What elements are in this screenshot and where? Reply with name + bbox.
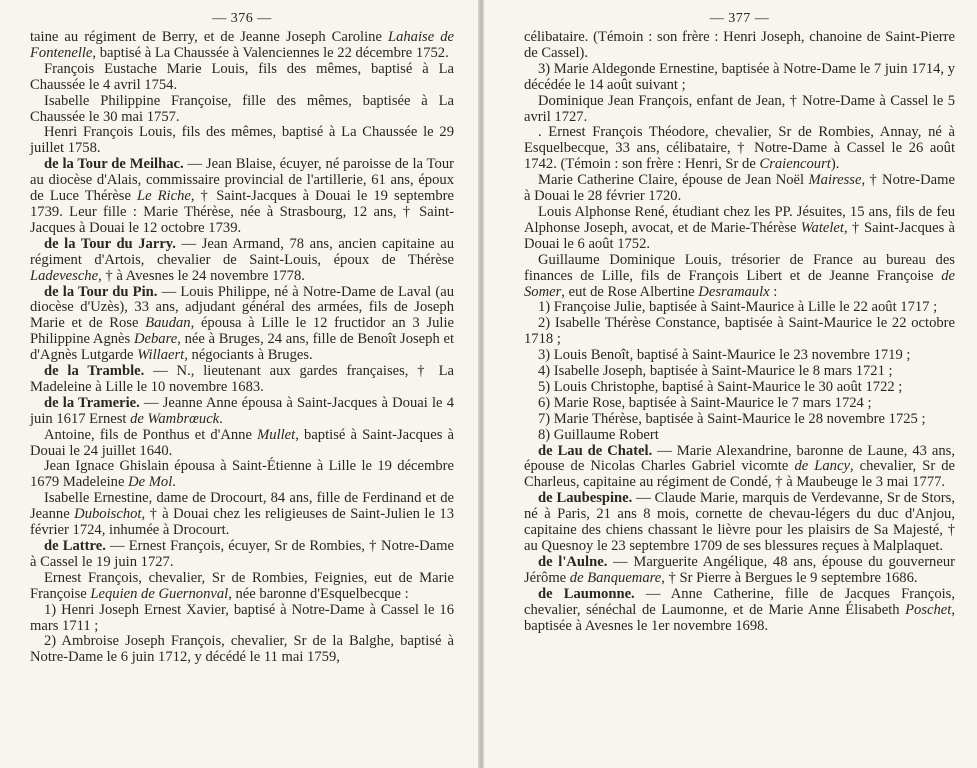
entry-heading: de Lattre.: [44, 538, 106, 554]
text-run: :: [769, 283, 778, 300]
entry-heading: de Lau de Chatel.: [538, 442, 653, 459]
right-page: [484, 0, 977, 768]
text-run: , † Notre-Dame à Douai le 28 février 1720.: [524, 172, 955, 205]
paragraph: [30, 428, 454, 460]
surname: Baudan: [145, 315, 191, 332]
text-run: , baptisé à La Chaussée à Valenciennes le 22 décembre 1752.: [92, 44, 449, 61]
surname: Lahaise de Fontenelle: [30, 29, 454, 61]
left-page-text: [30, 30, 454, 666]
surname: Mairesse: [808, 172, 862, 189]
surname: Ladevesche: [30, 267, 99, 284]
paragraph: [524, 491, 955, 555]
text-run: .: [172, 474, 176, 491]
text-run: ).: [830, 156, 840, 173]
paragraph: [524, 30, 955, 62]
text-run: .: [219, 410, 223, 427]
surname: Willaert: [137, 347, 185, 364]
text-run: Henri François Louis, fils des mêmes, baptisé à La Chaussée le 29 juillet 1758.: [30, 124, 454, 157]
paragraph: [30, 285, 454, 365]
text-run: 6) Marie Rose, baptisée à Saint-Maurice le 7 mars 1724 ;: [538, 394, 872, 411]
text-run: 7) Marie Thérèse, baptisée à Saint-Maurice le 28 novembre 1725 ;: [538, 410, 926, 427]
text-run: 3) Louis Benoît, baptisé à Saint-Maurice le 23 novembre 1719 ;: [538, 347, 911, 364]
surname: de Banquemare: [569, 569, 662, 586]
paragraph: [30, 364, 454, 396]
surname: Desramaulx: [698, 283, 770, 300]
right-page-text: [524, 30, 955, 634]
paragraph: [30, 459, 454, 491]
paragraph: [524, 205, 955, 253]
surname: de Somer: [524, 267, 955, 300]
surname: de Lancy: [794, 458, 850, 475]
text-run: Isabelle Ernestine, dame de Drocourt, 84 ans, fille de Ferdinand et de Jeanne: [30, 490, 454, 523]
text-run: Isabelle Philippine Françoise, fille des mêmes, baptisée à La Chaussée le 30 mai 1757.: [30, 92, 454, 125]
left-page-number: — 376 —: [212, 11, 272, 26]
text-run: , † à Douai chez les religieuses de Saint-Julien le 13 février 1724, inhumée à Drocourt.: [30, 506, 454, 539]
text-run: Louis Alphonse René, étudiant chez les PP. Jésuites, 15 ans, fils de feu Alphonse Joseph, avocat, et de Marie-Thérèse: [524, 203, 955, 236]
surname: Debare: [133, 331, 178, 348]
paragraph: [30, 125, 454, 157]
surname: Duboischot: [74, 506, 142, 523]
surname: Craiencourt: [759, 156, 831, 173]
paragraph: [30, 30, 454, 62]
surname: Poschet: [905, 601, 952, 618]
paragraph: [30, 571, 454, 603]
text-run: 2) Ambroise Joseph François, chevalier, Sr de la Balghe, baptisé à Notre-Dame le 6 juin 1712, y décédé le 11 mai 1759,: [30, 633, 454, 666]
paragraph: [524, 444, 955, 492]
text-run: — Anne Catherine, fille de Jacques François, chevalier, sénéchal de Laumonne, et de Marie Anne Élisabeth: [524, 585, 956, 618]
entry-heading: de la Tour de Meilhac.: [44, 156, 184, 173]
text-run: , baptisé à Saint-Jacques à Douai le 24 juillet 1640.: [30, 426, 455, 459]
text-run: 1) Françoise Julie, baptisée à Saint-Maurice à Lille le 22 août 1717 ;: [538, 299, 938, 316]
paragraph: [524, 125, 955, 173]
paragraph: [30, 491, 454, 539]
list-item: [524, 300, 955, 316]
text-run: — Marie Alexandrine, baronne de Laune, 43 ans, épouse de Nicolas Charles Gabriel vicomte: [524, 442, 955, 475]
text-run: , épousa à Lille le 12 fructidor an 3 Julie Philippine Agnès: [30, 315, 455, 348]
paragraph: [30, 539, 454, 571]
list-item: [524, 396, 955, 412]
text-run: . Ernest François Théodore, chevalier, Sr de Rombies, Annay, né à Esquelbecque, 33 ans, célibataire, † Notre-Dame à Cassel le 26 août 1742. (Témoin : son frère : Henri, Sr de: [524, 124, 955, 173]
text-run: , † Saint-Jacques à Douai le 6 août 1752.: [524, 219, 955, 252]
text-run: — Louis Philippe, né à Notre-Dame de Laval (au diocèse d'Uzès), 33 ans, adjudant général des armées, fils de Joseph Marie et de Rose: [30, 283, 454, 332]
text-run: 8) Guillaume Robert: [538, 426, 659, 443]
list-item: [30, 603, 454, 635]
text-run: — Marguerite Angélique, 48 ans, épouse du gouverneur Jérôme: [524, 553, 955, 586]
text-run: , eut de Rose Albertine: [561, 283, 699, 300]
paragraph: [30, 396, 454, 428]
surname: Watelet: [800, 219, 844, 236]
text-run: 5) Louis Christophe, baptisé à Saint-Maurice le 30 août 1722 ;: [538, 378, 903, 395]
text-run: Guillaume Dominique Louis, trésorier de France au bureau des finances de Lille, fils de François Libert et de Jeanne Françoise: [524, 251, 955, 284]
text-run: , née à Bruges, 24 ans, fille de Benoît Joseph et d'Agnès Lutgarde: [30, 331, 455, 364]
entry-heading: de Laumonne.: [538, 585, 635, 602]
text-run: 2) Isabelle Thérèse Constance, baptisée à Saint-Maurice le 22 octobre 1718 ;: [524, 315, 955, 348]
entry-heading: de la Tramerie.: [44, 394, 140, 411]
paragraph: [524, 94, 955, 126]
text-run: — Jeanne Anne épousa à Saint-Jacques à Douai le 4 juin 1617 Ernest: [30, 394, 454, 427]
surname: Lequien de Guernonval: [90, 585, 229, 602]
list-item: [30, 634, 454, 666]
text-run: , † Saint-Jacques à Douai le 19 septembre 1739. Leur fille : Marie Thérèse, née à Strasbourg, 12 ans, † Saint-Jacques à Douai le 12 octobre 1739.: [30, 188, 454, 236]
surname: de Wambrœuck: [130, 410, 220, 427]
paragraph: [524, 555, 955, 587]
text-run: Antoine, fils de Ponthus et d'Anne: [44, 426, 258, 443]
entry-heading: de Laubespine.: [538, 490, 633, 507]
paragraph: [30, 157, 454, 237]
text-run: Marie Catherine Claire, épouse de Jean Noël: [538, 172, 809, 189]
list-item: [524, 62, 955, 94]
text-run: — Jean Blaise, écuyer, né paroisse de la Tour au diocèse d'Alais, commissaire provincial de l'artillerie, 61 ans, époux de Luce Thérèse: [30, 156, 454, 205]
paragraph: [30, 62, 454, 94]
entry-heading: de la Tour du Pin.: [44, 283, 158, 300]
text-run: 1) Henri Joseph Ernest Xavier, baptisé à Notre-Dame à Cassel le 16 mars 1711 ;: [30, 601, 454, 634]
text-run: Dominique Jean François, enfant de Jean, † Notre-Dame à Cassel le 5 avril 1727.: [524, 92, 955, 125]
text-run: , baptisée à Avesnes le 1er novembre 1698.: [524, 601, 955, 634]
surname: Le Riche: [137, 188, 191, 205]
text-run: — Ernest François, écuyer, Sr de Rombies, † Notre-Dame à Cassel le 19 juin 1727.: [30, 538, 454, 570]
paragraph: [30, 237, 454, 285]
text-run: François Eustache Marie Louis, fils des mêmes, baptisé à La Chaussée le 4 avril 1754.: [30, 60, 454, 93]
list-item: [524, 380, 955, 396]
text-run: Jean Ignace Ghislain épousa à Saint-Étienne à Lille le 19 décembre 1679 Madeleine: [30, 458, 454, 491]
text-run: taine au régiment de Berry, et de Jeanne Joseph Caroline: [30, 29, 388, 45]
text-run: — Jean Armand, 78 ans, ancien capitaine au régiment d'Artois, chevalier de Saint-Louis, époux de Thérèse: [30, 235, 454, 268]
paragraph: [524, 253, 955, 301]
list-item: [524, 428, 955, 444]
entry-heading: de l'Aulne.: [538, 553, 608, 570]
text-run: 3) Marie Aldegonde Ernestine, baptisée à Notre-Dame le 7 juin 1714, y décédée le 14 août suivant ;: [524, 60, 956, 93]
text-run: , † à Avesnes le 24 novembre 1778.: [98, 267, 305, 284]
text-run: — Claude Marie, marquis de Verdevanne, Sr de Stors, né à Paris, 21 ans 8 mois, cornette de chevau-légers du duc d'Anjou, capitaine des chiens chassant le lièvre pour les plaisirs de Sa Majesté, † au Quesnoy le 23 septembre 1709 de ses blessures reçues à Malplaquet.: [524, 490, 955, 554]
text-run: — N., lieutenant aux gardes françaises, † La Madeleine à Lille le 10 novembre 1683.: [30, 363, 454, 395]
entry-heading: de la Tramble.: [44, 363, 145, 380]
text-run: , chevalier, Sr de Charleus, capitaine au régiment de Condé, † à Maubeuge le 3 mai 1777.: [524, 458, 955, 491]
text-run: , † Sr Pierre à Bergues le 9 septembre 1686.: [661, 569, 918, 586]
surname: Mullet: [257, 426, 296, 443]
paragraph: [524, 587, 955, 635]
text-run: célibataire. (Témoin : son frère : Henri Joseph, chanoine de Saint-Pierre de Cassel).: [524, 29, 955, 61]
list-item: [524, 316, 955, 348]
text-run: , négociants à Bruges.: [184, 347, 313, 364]
surname: De Mol: [128, 474, 173, 491]
list-item: [524, 348, 955, 364]
list-item: [524, 412, 955, 428]
entry-heading: de la Tour du Jarry.: [44, 235, 176, 252]
list-item: [524, 364, 955, 380]
text-run: , née baronne d'Esquelbecque :: [228, 585, 409, 602]
text-run: Ernest François, chevalier, Sr de Rombies, Feignies, eut de Marie Françoise: [30, 569, 454, 602]
paragraph: [30, 94, 454, 126]
right-page-number: — 377 —: [709, 11, 770, 26]
left-page: [0, 0, 480, 768]
paragraph: [524, 173, 955, 205]
text-run: 4) Isabelle Joseph, baptisée à Saint-Maurice le 8 mars 1721 ;: [538, 363, 893, 380]
